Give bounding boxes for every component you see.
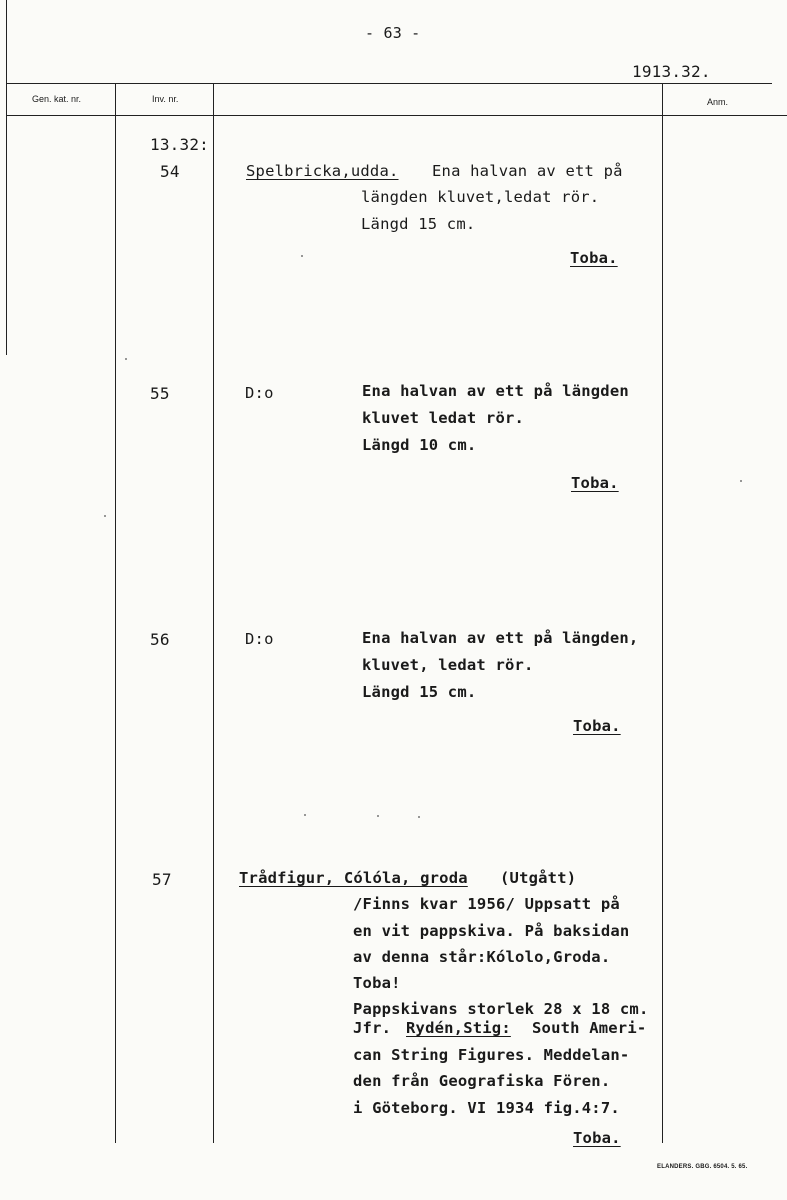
header-top-rule xyxy=(6,83,772,84)
reference-line: den från Geografiska Fören. xyxy=(353,1072,611,1090)
scan-speck xyxy=(301,255,303,257)
entry-line: Längd 15 cm. xyxy=(361,215,476,233)
scan-speck xyxy=(104,515,106,517)
scan-speck xyxy=(418,816,420,818)
entry-line: /Finns kvar 1956/ Uppsatt på xyxy=(353,895,620,913)
header-bottom-rule xyxy=(6,115,787,116)
column-header-inv: Inv. nr. xyxy=(152,94,179,104)
entry-place-57: Toba. xyxy=(573,1129,621,1147)
column-rule-text-anm xyxy=(662,83,663,1143)
entry-line: kluvet, ledat rör. xyxy=(362,656,534,674)
column-rule-gen-inv xyxy=(115,83,116,1143)
entry-title-54: Spelbricka,udda. xyxy=(246,162,399,180)
reference-prefix: Jfr. xyxy=(353,1019,392,1037)
entry-place-54: Toba. xyxy=(570,249,618,267)
scan-speck xyxy=(125,358,127,360)
inv-nr-55: 55 xyxy=(150,384,170,403)
page-number: - 63 - xyxy=(365,24,421,42)
printer-mark: ELANDERS. GBG. 6504. 5. 65. xyxy=(657,1164,748,1170)
entry-line: längden kluvet,ledat rör. xyxy=(361,188,600,206)
entry-title-note-57: (Utgått) xyxy=(500,869,577,887)
reference-line: South Ameri- xyxy=(532,1019,647,1037)
entry-line: Toba! xyxy=(353,974,401,992)
scan-speck xyxy=(304,814,306,816)
column-header-gen-kat: Gen. kat. nr. xyxy=(32,94,82,104)
reference-author: Rydén,Stig: xyxy=(406,1019,511,1037)
scan-speck xyxy=(377,815,379,817)
series-prefix: 13.32: xyxy=(150,135,209,154)
entry-line: Längd 10 cm. xyxy=(362,436,477,454)
ditto-55: D:o xyxy=(245,384,274,402)
entry-line: av denna står:Kólolo,Groda. xyxy=(353,948,611,966)
entry-line: Ena halvan av ett på xyxy=(432,162,623,180)
ditto-56: D:o xyxy=(245,630,274,648)
reference-line: can String Figures. Meddelan- xyxy=(353,1046,630,1064)
entry-line: Ena halvan av ett på längden xyxy=(362,382,629,400)
year-code: 1913.32. xyxy=(632,62,711,81)
entry-place-55: Toba. xyxy=(571,474,619,492)
column-header-anm: Anm. xyxy=(707,97,729,107)
inv-nr-57: 57 xyxy=(152,870,172,889)
inv-nr-54: 54 xyxy=(160,162,180,181)
left-margin-rule xyxy=(6,0,7,355)
reference-line: i Göteborg. VI 1934 fig.4:7. xyxy=(353,1099,620,1117)
entry-place-56: Toba. xyxy=(573,717,621,735)
entry-line: Ena halvan av ett på längden, xyxy=(362,629,639,647)
entry-line: en vit pappskiva. På baksidan xyxy=(353,922,630,940)
column-rule-inv-text xyxy=(213,83,214,1143)
entry-title-57: Trådfigur, Cólóla, groda xyxy=(239,869,468,887)
entry-line: Längd 15 cm. xyxy=(362,683,477,701)
entry-line: kluvet ledat rör. xyxy=(362,409,525,427)
scan-speck xyxy=(740,480,742,482)
inv-nr-56: 56 xyxy=(150,630,170,649)
entry-line: Pappskivans storlek 28 x 18 cm. xyxy=(353,1000,649,1018)
